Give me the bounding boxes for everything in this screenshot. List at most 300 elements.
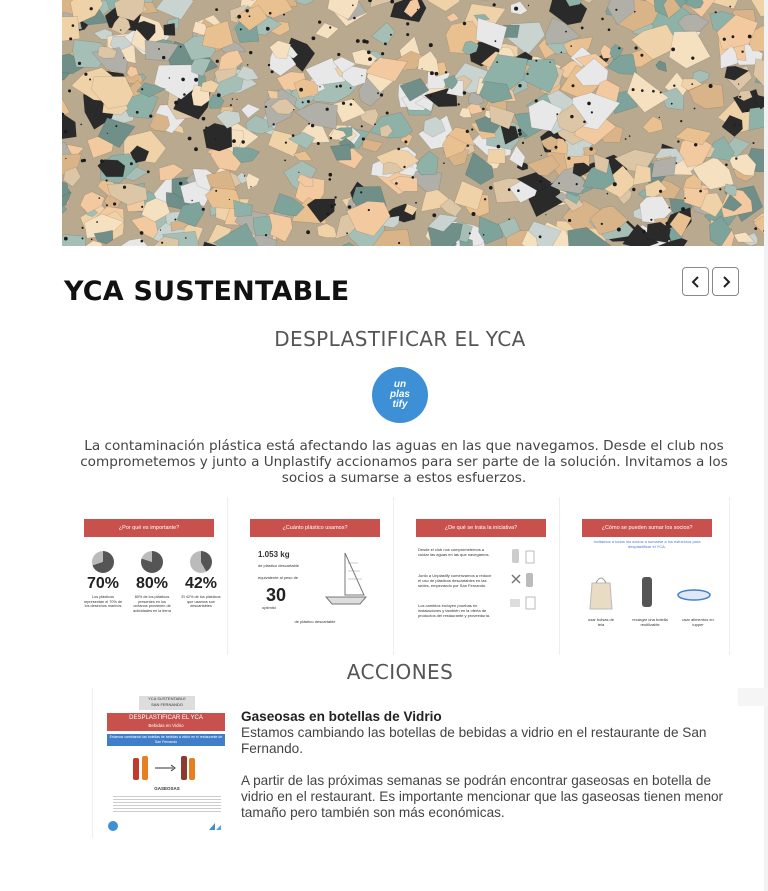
speck [590,147,593,150]
speck [161,242,163,244]
infographic-card-importance[interactable] [70,497,228,655]
speck [723,38,726,41]
speck [673,85,675,87]
speck [302,101,304,103]
scroll-shade [764,0,768,891]
initiative-line: Junto a Unplastify comenzamos a reducir el uso de plásticos descartables en las sedes, empezando por San Fernando. [418,573,492,588]
speck [748,35,752,39]
speck [680,120,682,122]
speck [329,173,333,177]
speck [570,45,572,47]
hero-image [62,0,764,246]
stat-caption: 80% de los plásticos presentes en los océanos provienen de actividades en la tierra [133,595,171,613]
speck [191,200,192,201]
speck [246,9,249,12]
speck [669,207,671,209]
speck [381,52,384,55]
speck [404,140,407,143]
speck [293,109,294,110]
speck [361,125,363,127]
speck [96,221,98,223]
speck [422,68,423,69]
card-subtitle: Invitamos a todos los socios a sumarse a los esfuerzos para desplastificar el YCA. [593,539,701,549]
speck [549,62,550,63]
speck [652,90,655,93]
speck [528,5,529,6]
speck [458,103,460,105]
speck [250,186,251,187]
plastic-flake [253,216,272,236]
speck [567,157,570,160]
speck [508,218,510,220]
speck [555,146,558,149]
sail-logo-icon [207,822,223,832]
speck [307,100,310,103]
speck [368,57,372,61]
speck [522,142,524,144]
speck [285,142,287,144]
speck [244,175,245,176]
speck [141,240,144,243]
speck [271,70,274,73]
stat-item [82,551,124,613]
speck [181,78,185,82]
speck [65,158,66,159]
speck [311,124,314,127]
speck [356,39,360,43]
speck [496,61,498,63]
speck [308,123,310,125]
carousel-nav [682,267,739,296]
speck [489,186,493,190]
speck [160,229,161,230]
speck [576,183,578,185]
speck [360,191,362,193]
speck [367,51,371,55]
speck [249,15,251,17]
speck [368,209,370,211]
speck [535,60,537,62]
speck [140,231,144,235]
action-paragraph-1: Estamos cambiando las botellas de bebidas a vidrio en el restaurante de San Fernando. [241,725,707,756]
speck [162,56,165,59]
speck [265,234,267,236]
speck [312,36,316,40]
speck [497,145,501,149]
plastic-flake [164,23,176,35]
speck [659,190,662,193]
speck [249,51,252,54]
speck [80,124,82,126]
speck [284,160,286,162]
speck [539,235,542,238]
speck [240,28,242,30]
speck [739,96,741,98]
speck [350,87,352,89]
speck [565,31,567,33]
card-header: ¿De qué se trata la iniciativa? [416,519,546,537]
speck [268,64,270,66]
speck [216,60,219,63]
speck [694,108,696,110]
speck [406,22,409,25]
speck [113,202,116,205]
speck [694,143,697,146]
plastic-flake [487,149,505,163]
speck [613,182,617,186]
bottles-icon [131,752,201,782]
speck [329,26,331,28]
speck [617,228,621,232]
thumb-header-title: DESPLASTIFICAR EL YCA [129,715,203,721]
speck [174,219,176,221]
speck [361,75,362,76]
usage-count-caption: optimist [262,605,276,610]
speck [545,214,546,215]
speck [587,102,591,106]
speck [362,137,365,140]
infographic-card-usage[interactable] [236,497,394,655]
speck [754,227,757,230]
speck [671,48,675,52]
speck [215,138,217,140]
speck [508,188,511,191]
speck [342,102,345,105]
speck [230,104,232,106]
speck [292,134,295,137]
speck [229,199,230,200]
speck [634,11,636,13]
speck [202,208,205,211]
speck [147,170,150,173]
speck [180,46,182,48]
action-paragraph-2: A partir de las próximas semanas se podrán encontrar gaseosas en botella de vidrio en el restaurant. Es importante mencionar que las gaseosas tienen menor tamaño pero también son más económicas. [241,773,724,820]
speck [82,227,84,229]
speck [247,64,249,66]
stat-caption: Los plásticos representan el 70% de los desechos marinos [83,595,123,608]
speck [326,108,329,111]
section-title-desplastificar: DESPLASTIFICAR EL YCA [274,327,526,351]
speck [386,112,389,115]
infographic-cards [70,497,730,657]
speck [463,91,466,94]
speck [326,213,329,216]
speck [185,237,187,239]
speck [650,219,652,221]
speck [642,230,646,234]
speck [430,71,434,75]
speck [671,103,673,105]
speck [135,161,137,163]
speck [435,72,439,76]
pie-icon [190,551,212,573]
speck [174,101,178,105]
stat-percentage: 42% [184,575,218,592]
next-button[interactable] [712,267,739,296]
speck [183,93,186,96]
usage-amount-caption: de plástico descartable [258,563,299,568]
speck [329,178,332,181]
speck [205,127,207,129]
speck [625,138,627,140]
speck [81,159,84,162]
speck [684,197,686,199]
thumb-tag-line-1: YCA SUSTENTABLE [148,696,186,701]
speck [558,182,560,184]
intro-text: La contaminación plástica está afectando las aguas en las que navegamos. Desde el club nos comprometemos y junto a Unplastify accionamos para ser parte de la solución. Invitamos a los socios a sumarse a estos esfuerzos. [80,438,728,486]
speck [445,71,447,73]
reusable-items-icon [584,571,714,611]
speck [188,137,192,141]
speck [666,222,669,225]
speck [659,117,660,118]
speck [72,24,75,27]
chevron-right-icon [721,276,731,288]
thumb-body-title: GASEOSAS [154,786,180,791]
speck [217,93,221,97]
stat-percentage: 70% [86,575,120,592]
prev-button[interactable] [682,267,709,296]
speck [535,99,538,102]
speck [339,85,342,88]
speck [570,115,573,118]
initiative-line: Desde el club nos comprometemos a cuidar las aguas en las que navegamos. [418,547,490,557]
speck [430,95,432,97]
speck [406,33,409,36]
speck [739,124,741,126]
speck [84,73,87,76]
speck [734,124,736,126]
speck [90,7,93,10]
speck [398,242,400,244]
speck [715,11,717,13]
speck [677,140,679,142]
speck [746,110,748,112]
speck [123,57,124,58]
speck [149,115,152,118]
speck [583,121,586,124]
speck [100,159,104,163]
speck [660,92,662,94]
card-header: ¿Cómo se pueden sumar los socios? [582,519,712,537]
speck [298,172,299,173]
speck [495,40,497,42]
speck [527,73,529,75]
speck [640,54,643,57]
speck [141,206,143,208]
usage-equivalent: equivalente al peso de [258,575,299,580]
speck [518,84,521,87]
speck [179,182,182,185]
speck [539,180,542,183]
thumb-header-sub: Bebidas en Vidrio [148,723,184,728]
speck [334,196,336,198]
speck [215,8,218,11]
speck [691,83,693,85]
pie-icon [141,551,163,573]
speck [232,98,233,99]
speck [518,129,522,133]
speck [615,9,617,11]
card-header: ¿Por qué es importante? [84,519,214,537]
thumb-blue-line: Estamos cambiando las botellas de bebidas a vidrio en el restaurante de San Fernando [107,734,225,746]
speck [64,130,68,134]
speck [482,108,485,111]
action-thumbnail[interactable] [92,688,232,838]
speck [556,113,558,115]
speck [729,6,731,8]
speck [68,89,71,92]
speck [237,15,241,19]
chevron-left-icon [691,276,701,288]
speck [601,223,603,225]
speck [472,212,476,216]
speck [318,21,321,24]
speck [106,204,108,206]
speck [699,190,702,193]
infographic-card-initiative[interactable] [402,497,560,655]
speck [719,188,721,190]
thumb-tag [139,696,195,710]
speck [353,17,356,20]
speck [232,139,236,143]
speck [337,53,340,56]
speck [141,88,143,90]
speck [443,162,445,164]
speck [601,18,604,21]
speck [317,142,320,145]
speck [471,128,473,130]
speck [236,99,237,100]
speck [753,142,755,144]
speck [607,193,609,195]
speck [403,166,405,168]
speck [91,239,93,241]
speck [483,234,485,236]
speck [330,137,332,139]
speck [194,147,198,151]
speck [334,204,336,206]
logo-line-3: tify [392,399,408,410]
speck [517,189,520,192]
plastic-items-icon [506,547,542,617]
speck [299,88,303,92]
join-item: usar alimentos en tupper [682,617,714,627]
side-panel-edge [738,688,768,706]
speck [365,40,369,44]
speck [136,111,139,114]
speck [469,232,471,234]
sailboat-icon [320,549,370,609]
speck [170,25,171,26]
plastic-flake [633,165,651,186]
speck [725,164,728,167]
logo-line-2: plas [389,389,410,400]
stat-percentage: 80% [135,575,169,592]
stat-item [180,551,222,613]
speck [194,78,198,82]
speck [82,237,84,239]
speck [353,99,354,100]
speck [591,111,593,113]
speck [608,28,611,31]
speck [397,148,400,151]
speck [99,197,101,199]
speck [466,130,469,133]
unplastify-logo [372,367,428,423]
infographic-card-join[interactable] [568,497,730,655]
speck [115,125,117,127]
speck [269,12,272,15]
speck [390,34,392,36]
speck [432,213,436,217]
thumb-tag-line-2: SAN FERNANDO [151,702,183,707]
speck [429,43,433,47]
card-header: ¿Cuánto plástico usamos? [250,519,380,537]
yca-badge-icon [107,820,119,832]
speck [202,117,206,121]
speck [123,186,126,189]
usage-amount: 1.053 kg [258,550,290,559]
join-item: usar bolsas de tela [587,617,614,627]
speck [514,7,518,11]
speck [69,37,72,40]
speck [319,86,320,87]
speck [484,198,486,200]
speck [741,51,743,53]
join-item: recargar una botella reutilizable [632,617,668,627]
speck [350,103,353,106]
page-title: YCA SUSTENTABLE [64,276,350,307]
usage-footnote: de plástico descartable [294,619,336,624]
speck [395,182,398,185]
speck [330,205,333,208]
speck [676,162,678,164]
speck [346,232,348,234]
speck [572,84,575,87]
speck [169,77,170,78]
speck [463,22,466,25]
speck [629,135,631,137]
speck [412,176,415,179]
speck [709,84,713,88]
stat-row [82,551,222,613]
speck [283,14,285,16]
speck [64,237,68,241]
speck [306,230,310,234]
speck [336,85,338,87]
speck [635,46,638,49]
pie-icon [92,551,114,573]
speck [130,162,133,165]
speck [89,79,91,81]
speck [681,207,685,211]
logo-line-1: un [393,379,407,390]
speck [493,3,496,6]
speck [78,62,81,65]
speck [242,140,245,143]
speck [158,48,160,50]
speck [377,92,379,94]
thumb-header [107,713,225,731]
speck [641,89,644,92]
speck [738,84,739,85]
speck [581,27,584,30]
speck [106,179,108,181]
speck [618,47,620,49]
speck [265,106,267,108]
section-title-acciones: ACCIONES [346,660,454,684]
